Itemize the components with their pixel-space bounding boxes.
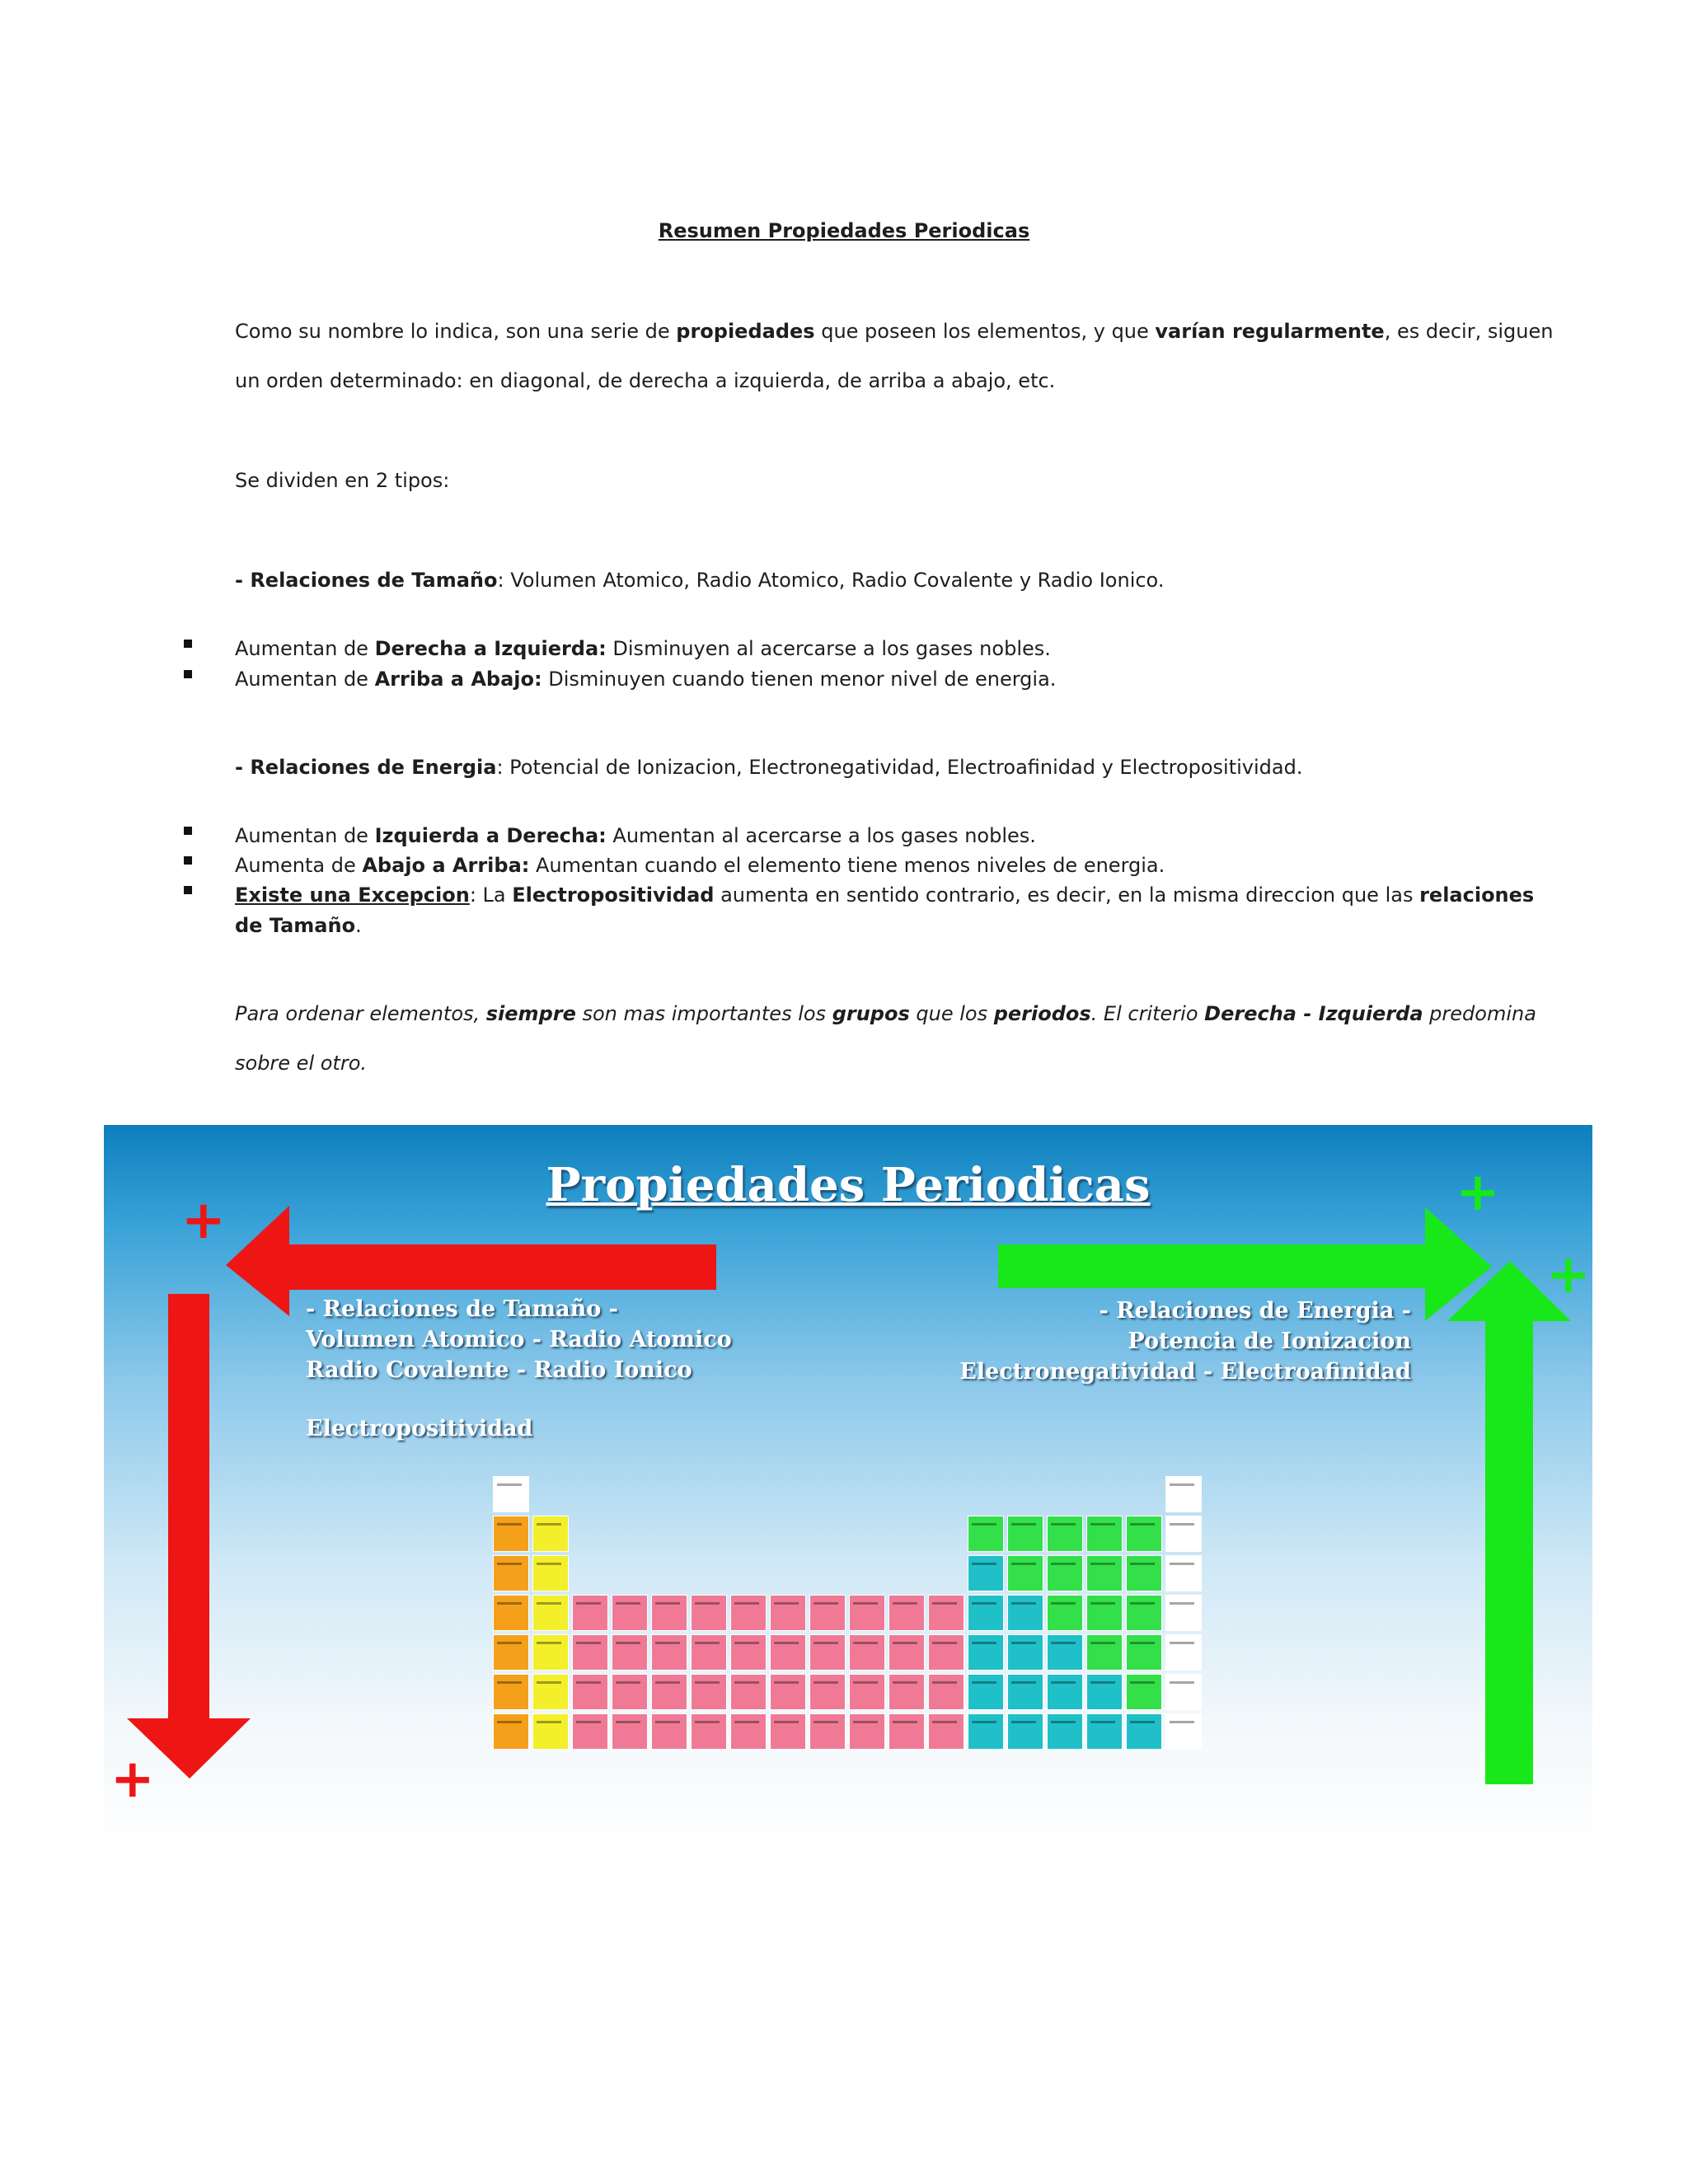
element-cell xyxy=(1126,1516,1162,1552)
element-cell-mark xyxy=(1051,1602,1076,1605)
element-cell-mark xyxy=(932,1681,957,1684)
element-cell-mark xyxy=(814,1721,838,1723)
element-cell xyxy=(1007,1713,1043,1750)
element-cell-mark xyxy=(1130,1563,1155,1565)
element-cell-mark xyxy=(1011,1523,1036,1526)
element-cell-mark xyxy=(1170,1602,1194,1605)
figure-right-line: Potencia de Ionizacion xyxy=(1128,1329,1411,1354)
figure-electropositivity-label: Electropositividad xyxy=(306,1416,533,1441)
element-cell xyxy=(928,1713,964,1750)
element-cell xyxy=(1086,1595,1123,1631)
element-cell xyxy=(493,1674,529,1710)
element-cell-mark xyxy=(814,1642,838,1644)
element-cell-mark xyxy=(774,1602,799,1605)
intro-paragraph-line2: un orden determinado: en diagonal, de derecha a izquierda, de arriba a abajo, etc. xyxy=(235,369,1056,392)
exception-bullet: Existe una Excepcion: La Electropositividad aumenta en sentido contrario, es decir, en la misma direccion que las relaciones xyxy=(235,883,1535,907)
element-cell xyxy=(572,1595,608,1631)
element-cell xyxy=(532,1555,569,1591)
element-cell xyxy=(809,1595,846,1631)
element-cell xyxy=(572,1674,608,1710)
figure-left-line: - Relaciones de Tamaño - xyxy=(306,1296,618,1322)
element-cell-mark xyxy=(1170,1563,1194,1565)
figure-right-line: - Relaciones de Energia - xyxy=(1099,1298,1411,1324)
element-cell-mark xyxy=(1051,1523,1076,1526)
bullet-marker xyxy=(184,640,192,648)
element-cell-mark xyxy=(932,1642,957,1644)
element-cell-mark xyxy=(695,1681,720,1684)
element-cell-mark xyxy=(972,1642,996,1644)
element-cell xyxy=(928,1674,964,1710)
element-cell xyxy=(493,1555,529,1591)
element-cell xyxy=(1165,1634,1202,1671)
element-cell xyxy=(532,1634,569,1671)
size-relations-list xyxy=(306,1294,732,1444)
element-cell-mark xyxy=(1090,1721,1115,1723)
element-cell-mark xyxy=(853,1681,878,1684)
document-title: Resumen Propiedades Periodicas xyxy=(658,219,1030,242)
element-cell-mark xyxy=(1170,1681,1194,1684)
element-cell-mark xyxy=(576,1681,601,1684)
element-cell-mark xyxy=(1011,1681,1036,1684)
element-cell xyxy=(1047,1713,1083,1750)
element-cell-mark xyxy=(1051,1642,1076,1644)
element-cell-mark xyxy=(1051,1721,1076,1723)
element-cell-mark xyxy=(1130,1602,1155,1605)
energy-relations-heading: - Relaciones de Energia: Potencial de Ionizacion, Electronegatividad, Electroafinidad y Electropositividad. xyxy=(235,756,1303,779)
element-cell xyxy=(770,1595,806,1631)
element-cell-mark xyxy=(1130,1523,1155,1526)
element-cell-mark xyxy=(1051,1563,1076,1565)
element-cell xyxy=(968,1674,1004,1710)
plus-icon: + xyxy=(110,1749,155,1810)
element-cell-mark xyxy=(774,1642,799,1644)
element-cell xyxy=(493,1713,529,1750)
element-cell-mark xyxy=(695,1642,720,1644)
plus-icon: + xyxy=(181,1190,226,1251)
element-cell-mark xyxy=(932,1602,957,1605)
element-cell xyxy=(1126,1555,1162,1591)
element-cell xyxy=(651,1674,687,1710)
element-cell xyxy=(493,1595,529,1631)
element-cell-mark xyxy=(616,1681,640,1684)
bullet-marker xyxy=(184,827,192,835)
element-cell-mark xyxy=(497,1523,522,1526)
element-cell-mark xyxy=(853,1642,878,1644)
element-cell xyxy=(651,1713,687,1750)
exception-bullet-line2: de Tamaño. xyxy=(235,914,362,937)
element-cell-mark xyxy=(655,1721,680,1723)
element-cell-mark xyxy=(774,1681,799,1684)
element-cell xyxy=(809,1674,846,1710)
element-cell xyxy=(651,1595,687,1631)
element-cell-mark xyxy=(893,1681,917,1684)
element-cell-mark xyxy=(616,1721,640,1723)
bullet-marker xyxy=(184,886,192,894)
element-cell-mark xyxy=(537,1523,561,1526)
element-cell xyxy=(532,1516,569,1552)
element-cell xyxy=(968,1555,1004,1591)
element-cell xyxy=(968,1516,1004,1552)
element-cell-mark xyxy=(537,1563,561,1565)
element-cell-mark xyxy=(1090,1642,1115,1644)
element-cell xyxy=(1126,1634,1162,1671)
element-cell xyxy=(612,1634,648,1671)
element-cell-mark xyxy=(1011,1642,1036,1644)
green-up-arrow xyxy=(1447,1261,1571,1784)
element-cell-mark xyxy=(537,1721,561,1723)
element-cell-mark xyxy=(1170,1721,1194,1723)
element-cell-mark xyxy=(1090,1563,1115,1565)
element-cell-mark xyxy=(1170,1523,1194,1526)
element-cell xyxy=(849,1713,885,1750)
element-cell xyxy=(493,1476,529,1512)
element-cell xyxy=(1126,1713,1162,1750)
element-cell xyxy=(1086,1555,1123,1591)
element-cell-mark xyxy=(734,1602,759,1605)
element-cell-mark xyxy=(497,1681,522,1684)
element-cell-mark xyxy=(655,1642,680,1644)
element-cell-mark xyxy=(972,1563,996,1565)
element-cell xyxy=(889,1713,925,1750)
element-cell xyxy=(809,1634,846,1671)
element-cell xyxy=(612,1713,648,1750)
intro-paragraph: Como su nombre lo indica, son una serie de propiedades que poseen los elementos, y que varían regularmente, es decir, siguen xyxy=(235,320,1554,343)
element-cell-mark xyxy=(734,1681,759,1684)
element-cell xyxy=(1165,1476,1202,1512)
element-cell xyxy=(730,1634,767,1671)
element-cell xyxy=(1047,1674,1083,1710)
figure-right-line: Electronegatividad - Electroafinidad xyxy=(959,1359,1411,1385)
element-cell xyxy=(1086,1713,1123,1750)
element-cell-mark xyxy=(893,1721,917,1723)
element-cell xyxy=(770,1634,806,1671)
element-cell xyxy=(1086,1674,1123,1710)
element-cell xyxy=(691,1634,727,1671)
element-cell xyxy=(1047,1595,1083,1631)
element-cell xyxy=(968,1713,1004,1750)
periodic-properties-figure xyxy=(104,1125,1592,1854)
element-cell-mark xyxy=(893,1602,917,1605)
element-cell xyxy=(1047,1516,1083,1552)
element-cell xyxy=(651,1634,687,1671)
periodic-table-image xyxy=(493,1476,1235,1822)
element-cell-mark xyxy=(972,1721,996,1723)
element-cell xyxy=(691,1674,727,1710)
energy-bullet-1: Aumentan de Izquierda a Derecha: Aumentan al acercarse a los gases nobles. xyxy=(235,824,1036,847)
element-cell xyxy=(1086,1634,1123,1671)
element-cell xyxy=(1165,1674,1202,1710)
element-cell xyxy=(612,1595,648,1631)
element-cell-mark xyxy=(497,1642,522,1644)
element-cell-mark xyxy=(972,1681,996,1684)
element-cell-mark xyxy=(972,1523,996,1526)
plus-icon: + xyxy=(1546,1244,1591,1305)
element-cell-mark xyxy=(616,1602,640,1605)
element-cell-mark xyxy=(1130,1681,1155,1684)
element-cell xyxy=(1165,1555,1202,1591)
element-cell xyxy=(730,1713,767,1750)
element-cell-mark xyxy=(814,1602,838,1605)
energy-relations-list xyxy=(959,1296,1411,1387)
element-cell xyxy=(572,1634,608,1671)
element-cell xyxy=(928,1634,964,1671)
element-cell xyxy=(889,1595,925,1631)
element-cell xyxy=(928,1595,964,1631)
ordering-note: Para ordenar elementos, siempre son mas importantes los grupos que los periodos. El criterio Derecha - Izquierda predomina xyxy=(235,1002,1536,1025)
element-cell xyxy=(730,1674,767,1710)
element-cell xyxy=(770,1674,806,1710)
element-cell xyxy=(691,1595,727,1631)
element-cell xyxy=(1165,1516,1202,1552)
element-cell xyxy=(532,1674,569,1710)
element-cell xyxy=(493,1634,529,1671)
element-cell xyxy=(889,1634,925,1671)
element-cell-mark xyxy=(734,1721,759,1723)
element-cell xyxy=(691,1713,727,1750)
element-cell-mark xyxy=(497,1602,522,1605)
element-cell xyxy=(1047,1555,1083,1591)
red-down-arrow xyxy=(127,1294,251,1779)
element-cell-mark xyxy=(932,1721,957,1723)
element-cell xyxy=(968,1595,1004,1631)
element-cell-mark xyxy=(734,1642,759,1644)
element-cell xyxy=(1007,1595,1043,1631)
element-cell-mark xyxy=(814,1681,838,1684)
element-cell xyxy=(770,1713,806,1750)
element-cell-mark xyxy=(1090,1681,1115,1684)
element-cell xyxy=(730,1595,767,1631)
element-cell-mark xyxy=(616,1642,640,1644)
element-cell-mark xyxy=(576,1642,601,1644)
element-cell-mark xyxy=(972,1602,996,1605)
element-cell xyxy=(1007,1674,1043,1710)
element-cell-mark xyxy=(537,1642,561,1644)
element-cell xyxy=(572,1713,608,1750)
element-cell-mark xyxy=(497,1721,522,1723)
energy-bullet-2: Aumenta de Abajo a Arriba: Aumentan cuando el elemento tiene menos niveles de energia. xyxy=(235,854,1165,877)
element-cell-mark xyxy=(1011,1721,1036,1723)
element-cell xyxy=(849,1634,885,1671)
element-cell xyxy=(1126,1674,1162,1710)
element-cell-mark xyxy=(1130,1642,1155,1644)
element-cell xyxy=(612,1674,648,1710)
element-cell xyxy=(1007,1555,1043,1591)
figure-title: Propiedades Periodicas xyxy=(546,1158,1151,1212)
element-cell-mark xyxy=(1051,1681,1076,1684)
element-cell-mark xyxy=(576,1602,601,1605)
element-cell-mark xyxy=(655,1602,680,1605)
element-cell xyxy=(532,1595,569,1631)
size-bullet-2: Aumentan de Arriba a Abajo: Disminuyen cuando tienen menor nivel de energia. xyxy=(235,668,1057,691)
size-relations-heading: - Relaciones de Tamaño: Volumen Atomico, Radio Atomico, Radio Covalente y Radio Ionico. xyxy=(235,569,1165,592)
element-cell xyxy=(889,1674,925,1710)
element-cell xyxy=(1047,1634,1083,1671)
element-cell xyxy=(968,1634,1004,1671)
element-cell-mark xyxy=(853,1721,878,1723)
element-cell xyxy=(1007,1634,1043,1671)
element-cell xyxy=(493,1516,529,1552)
element-cell-mark xyxy=(853,1602,878,1605)
element-cell xyxy=(532,1713,569,1750)
ordering-note-line2: sobre el otro. xyxy=(235,1052,368,1075)
element-cell-mark xyxy=(774,1721,799,1723)
element-cell-mark xyxy=(695,1721,720,1723)
element-cell xyxy=(849,1674,885,1710)
element-cell xyxy=(1165,1595,1202,1631)
element-cell-mark xyxy=(537,1681,561,1684)
element-cell-mark xyxy=(1090,1523,1115,1526)
element-cell-mark xyxy=(537,1602,561,1605)
element-cell xyxy=(1165,1713,1202,1750)
plus-icon: + xyxy=(1456,1162,1500,1223)
element-cell-mark xyxy=(1011,1602,1036,1605)
types-intro: Se dividen en 2 tipos: xyxy=(235,469,450,492)
element-cell-mark xyxy=(893,1642,917,1644)
element-cell xyxy=(1007,1516,1043,1552)
element-cell xyxy=(849,1595,885,1631)
figure-left-line: Radio Covalente - Radio Ionico xyxy=(306,1357,692,1383)
size-bullet-1: Aumentan de Derecha a Izquierda: Disminuyen al acercarse a los gases nobles. xyxy=(235,637,1051,660)
bullet-marker xyxy=(184,670,192,678)
element-cell-mark xyxy=(576,1721,601,1723)
element-cell-mark xyxy=(1130,1721,1155,1723)
element-cell-mark xyxy=(1170,1642,1194,1644)
element-cell-mark xyxy=(497,1563,522,1565)
figure-left-line: Volumen Atomico - Radio Atomico xyxy=(306,1327,732,1352)
element-cell xyxy=(1126,1595,1162,1631)
element-cell-mark xyxy=(1170,1483,1194,1486)
element-cell-mark xyxy=(655,1681,680,1684)
element-cell xyxy=(809,1713,846,1750)
element-cell-mark xyxy=(1090,1602,1115,1605)
element-cell-mark xyxy=(497,1483,522,1486)
bullet-marker xyxy=(184,856,192,865)
element-cell-mark xyxy=(1011,1563,1036,1565)
element-cell-mark xyxy=(695,1602,720,1605)
element-cell xyxy=(1086,1516,1123,1552)
